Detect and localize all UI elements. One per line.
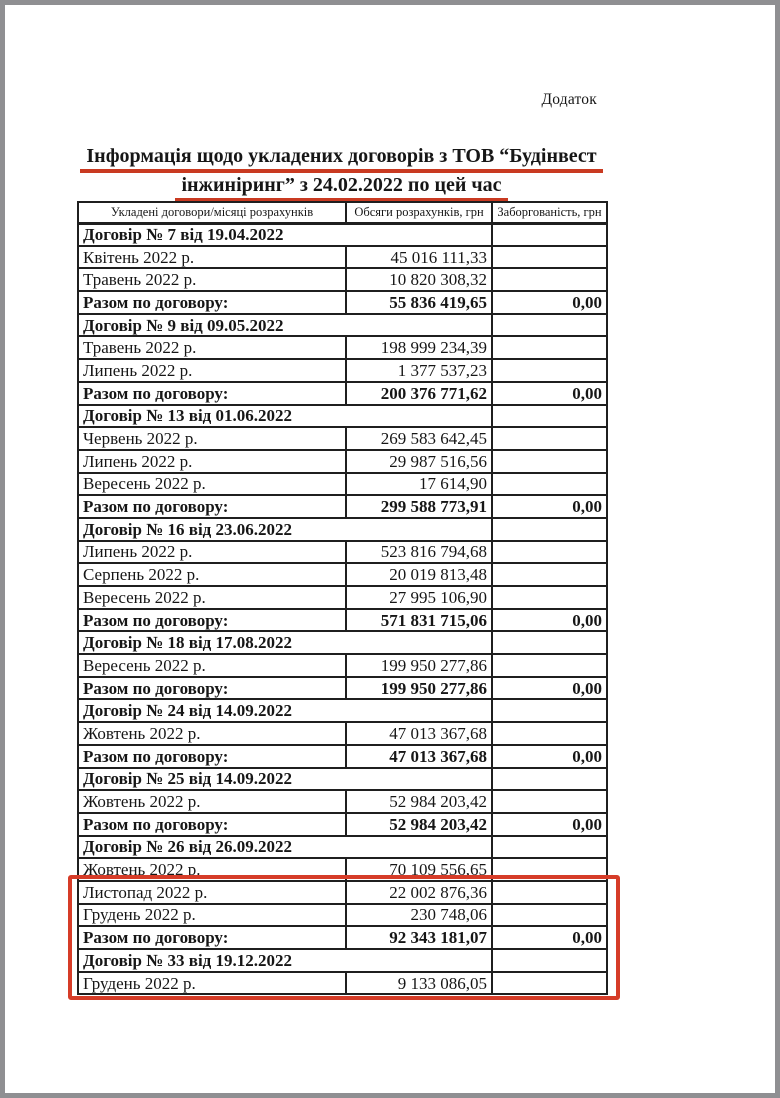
table-row bbox=[78, 473, 607, 496]
amount-cell: 230 748,06 bbox=[346, 904, 492, 927]
debt-cell: 0,00 bbox=[492, 745, 607, 768]
table-row bbox=[78, 699, 607, 722]
month-label-cell: Травень 2022 р. bbox=[78, 336, 346, 359]
title-line-1: Інформація щодо укладених договорів з ТОВ “Будінвест bbox=[80, 145, 602, 173]
amount-cell: 17 614,90 bbox=[346, 473, 492, 496]
debt-cell bbox=[492, 314, 607, 337]
month-label-cell: Квітень 2022 р. bbox=[78, 246, 346, 269]
debt-cell bbox=[492, 405, 607, 428]
debt-cell: 0,00 bbox=[492, 813, 607, 836]
total-label-cell: Разом по договору: bbox=[78, 677, 346, 700]
table-row bbox=[78, 836, 607, 859]
table-row bbox=[78, 336, 607, 359]
month-label-cell: Липень 2022 р. bbox=[78, 359, 346, 382]
table-row bbox=[78, 609, 607, 632]
table-row bbox=[78, 813, 607, 836]
table-body bbox=[78, 223, 607, 994]
table-row bbox=[78, 268, 607, 291]
table-row bbox=[78, 926, 607, 949]
month-label-cell: Липень 2022 р. bbox=[78, 541, 346, 564]
debt-cell: 0,00 bbox=[492, 609, 607, 632]
amount-cell: 47 013 367,68 bbox=[346, 722, 492, 745]
table-row bbox=[78, 427, 607, 450]
amount-cell: 9 133 086,05 bbox=[346, 972, 492, 995]
debt-cell bbox=[492, 427, 607, 450]
table-row bbox=[78, 881, 607, 904]
title-line-2: інжиніринг” з 24.02.2022 по цей час bbox=[175, 174, 507, 202]
month-label-cell: Вересень 2022 р. bbox=[78, 473, 346, 496]
amount-cell: 22 002 876,36 bbox=[346, 881, 492, 904]
contract-label-cell: Договір № 13 від 01.06.2022 bbox=[78, 405, 492, 428]
amount-cell: 571 831 715,06 bbox=[346, 609, 492, 632]
amount-cell: 47 013 367,68 bbox=[346, 745, 492, 768]
debt-cell bbox=[492, 836, 607, 859]
table-row bbox=[78, 904, 607, 927]
contract-label-cell: Договір № 33 від 19.12.2022 bbox=[78, 949, 492, 972]
col-header-debt: Заборгованість, грн bbox=[492, 202, 607, 223]
contract-label-cell: Договір № 25 від 14.09.2022 bbox=[78, 768, 492, 791]
contract-label-cell: Договір № 16 від 23.06.2022 bbox=[78, 518, 492, 541]
contract-label-cell: Договір № 24 від 14.09.2022 bbox=[78, 699, 492, 722]
debt-cell: 0,00 bbox=[492, 677, 607, 700]
table-row bbox=[78, 405, 607, 428]
table-row bbox=[78, 745, 607, 768]
amount-cell: 199 950 277,86 bbox=[346, 677, 492, 700]
debt-cell bbox=[492, 518, 607, 541]
debt-cell bbox=[492, 858, 607, 881]
debt-cell bbox=[492, 336, 607, 359]
amount-cell: 70 109 556,65 bbox=[346, 858, 492, 881]
col-header-contracts: Укладені договори/місяці розрахунків bbox=[78, 202, 346, 223]
debt-cell bbox=[492, 790, 607, 813]
contract-label-cell: Договір № 7 від 19.04.2022 bbox=[78, 223, 492, 246]
table-row bbox=[78, 858, 607, 881]
table-row bbox=[78, 563, 607, 586]
table-row bbox=[78, 768, 607, 791]
amount-cell: 45 016 111,33 bbox=[346, 246, 492, 269]
table-row bbox=[78, 382, 607, 405]
table-row bbox=[78, 541, 607, 564]
amount-cell: 52 984 203,42 bbox=[346, 813, 492, 836]
total-label-cell: Разом по договору: bbox=[78, 291, 346, 314]
table-row bbox=[78, 495, 607, 518]
table-row bbox=[78, 677, 607, 700]
month-label-cell: Грудень 2022 р. bbox=[78, 904, 346, 927]
debt-cell bbox=[492, 904, 607, 927]
debt-cell bbox=[492, 631, 607, 654]
debt-cell bbox=[492, 541, 607, 564]
table-row bbox=[78, 314, 607, 337]
table-row bbox=[78, 654, 607, 677]
debt-cell bbox=[492, 586, 607, 609]
table-row bbox=[78, 291, 607, 314]
month-label-cell: Жовтень 2022 р. bbox=[78, 858, 346, 881]
table-row bbox=[78, 359, 607, 382]
amount-cell: 269 583 642,45 bbox=[346, 427, 492, 450]
debt-cell bbox=[492, 563, 607, 586]
debt-cell bbox=[492, 699, 607, 722]
debt-cell: 0,00 bbox=[492, 382, 607, 405]
table-row bbox=[78, 790, 607, 813]
table-row bbox=[78, 722, 607, 745]
amount-cell: 52 984 203,42 bbox=[346, 790, 492, 813]
table-row bbox=[78, 518, 607, 541]
debt-cell: 0,00 bbox=[492, 291, 607, 314]
amount-cell: 200 376 771,62 bbox=[346, 382, 492, 405]
total-label-cell: Разом по договору: bbox=[78, 495, 346, 518]
table-row bbox=[78, 949, 607, 972]
amount-cell: 1 377 537,23 bbox=[346, 359, 492, 382]
month-label-cell: Жовтень 2022 р. bbox=[78, 722, 346, 745]
debt-cell: 0,00 bbox=[492, 495, 607, 518]
debt-cell bbox=[492, 450, 607, 473]
amount-cell: 299 588 773,91 bbox=[346, 495, 492, 518]
month-label-cell: Грудень 2022 р. bbox=[78, 972, 346, 995]
debt-cell: 0,00 bbox=[492, 926, 607, 949]
debt-cell bbox=[492, 268, 607, 291]
month-label-cell: Червень 2022 р. bbox=[78, 427, 346, 450]
month-label-cell: Серпень 2022 р. bbox=[78, 563, 346, 586]
table-row bbox=[78, 631, 607, 654]
debt-cell bbox=[492, 768, 607, 791]
amount-cell: 27 995 106,90 bbox=[346, 586, 492, 609]
amount-cell: 199 950 277,86 bbox=[346, 654, 492, 677]
month-label-cell: Вересень 2022 р. bbox=[78, 654, 346, 677]
total-label-cell: Разом по договору: bbox=[78, 382, 346, 405]
title-line-2-wrap bbox=[77, 174, 606, 202]
amount-cell: 198 999 234,39 bbox=[346, 336, 492, 359]
month-label-cell: Травень 2022 р. bbox=[78, 268, 346, 291]
appendix-label: Додаток bbox=[541, 91, 597, 108]
debt-cell bbox=[492, 246, 607, 269]
month-label-cell: Листопад 2022 р. bbox=[78, 881, 346, 904]
debt-cell bbox=[492, 359, 607, 382]
debt-cell bbox=[492, 722, 607, 745]
total-label-cell: Разом по договору: bbox=[78, 609, 346, 632]
contract-label-cell: Договір № 26 від 26.09.2022 bbox=[78, 836, 492, 859]
table-header-row bbox=[78, 202, 607, 223]
debt-cell bbox=[492, 473, 607, 496]
amount-cell: 20 019 813,48 bbox=[346, 563, 492, 586]
table-row bbox=[78, 972, 607, 995]
month-label-cell: Вересень 2022 р. bbox=[78, 586, 346, 609]
table-row bbox=[78, 450, 607, 473]
table-row bbox=[78, 586, 607, 609]
total-label-cell: Разом по договору: bbox=[78, 745, 346, 768]
month-label-cell: Жовтень 2022 р. bbox=[78, 790, 346, 813]
debt-cell bbox=[492, 949, 607, 972]
amount-cell: 29 987 516,56 bbox=[346, 450, 492, 473]
table-row bbox=[78, 246, 607, 269]
contracts-table bbox=[77, 201, 608, 995]
debt-cell bbox=[492, 972, 607, 995]
amount-cell: 523 816 794,68 bbox=[346, 541, 492, 564]
title-line-1-wrap bbox=[77, 145, 606, 173]
total-label-cell: Разом по договору: bbox=[78, 813, 346, 836]
debt-cell bbox=[492, 881, 607, 904]
document-title bbox=[77, 145, 606, 203]
amount-cell: 55 836 419,65 bbox=[346, 291, 492, 314]
total-label-cell: Разом по договору: bbox=[78, 926, 346, 949]
debt-cell bbox=[492, 223, 607, 246]
table-row bbox=[78, 223, 607, 246]
amount-cell: 92 343 181,07 bbox=[346, 926, 492, 949]
contract-label-cell: Договір № 9 від 09.05.2022 bbox=[78, 314, 492, 337]
amount-cell: 10 820 308,32 bbox=[346, 268, 492, 291]
contract-label-cell: Договір № 18 від 17.08.2022 bbox=[78, 631, 492, 654]
col-header-volumes: Обсяги розрахунків, грн bbox=[346, 202, 492, 223]
debt-cell bbox=[492, 654, 607, 677]
month-label-cell: Липень 2022 р. bbox=[78, 450, 346, 473]
